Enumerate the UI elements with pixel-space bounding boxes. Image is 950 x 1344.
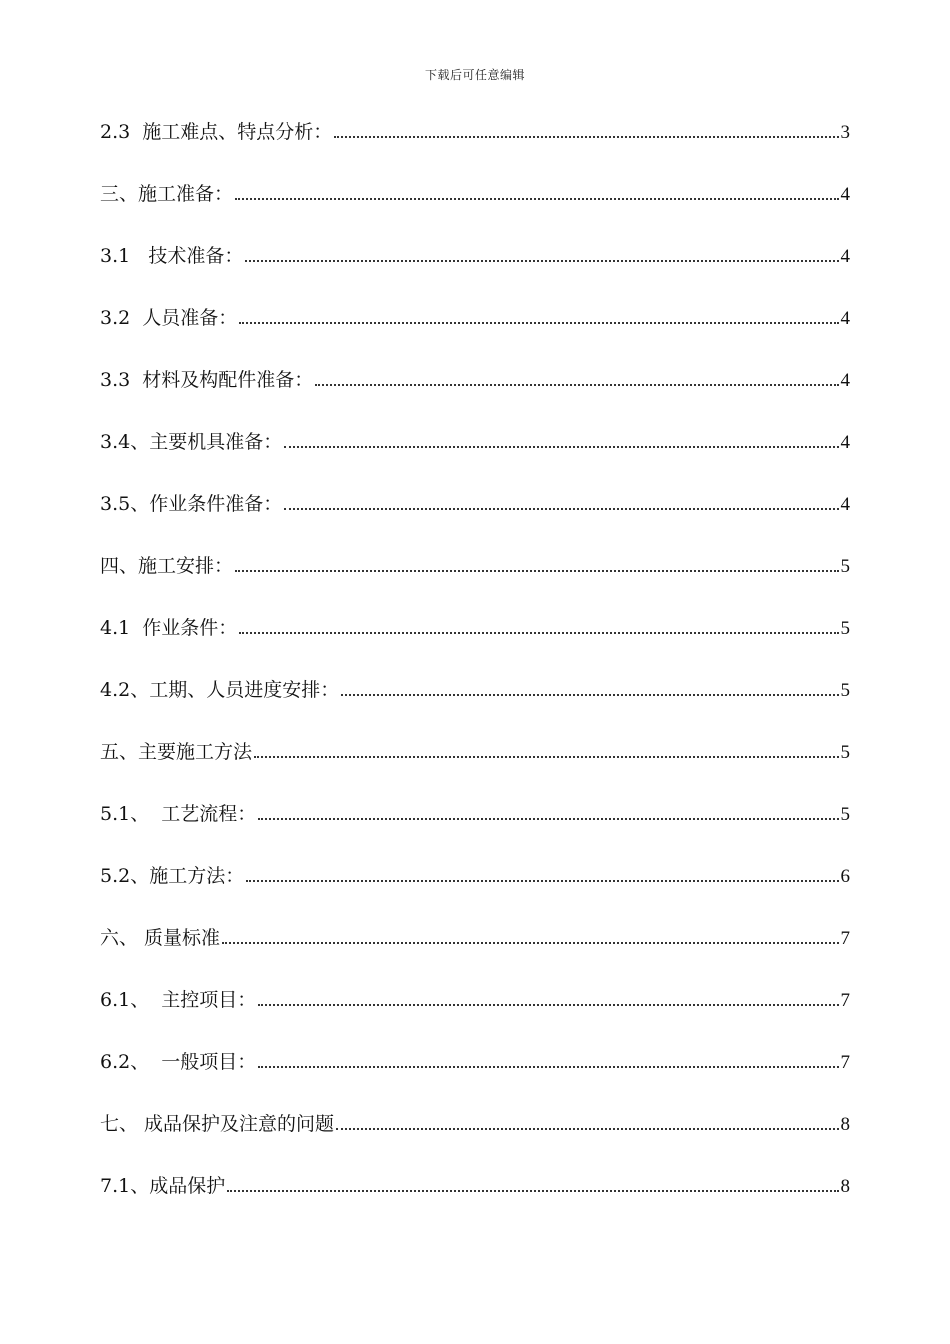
toc-dot-leader	[315, 384, 838, 386]
toc-entry-label: 4.1 作业条件：	[100, 617, 238, 639]
toc-dot-leader	[245, 260, 838, 262]
toc-dot-leader	[227, 1190, 838, 1192]
toc-entry-page: 4	[840, 308, 850, 329]
toc-dot-leader	[334, 136, 838, 138]
toc-entry-page: 6	[840, 866, 850, 887]
toc-entry[interactable]	[100, 364, 850, 426]
toc-entry-label: 2.3 施工难点、特点分析：	[100, 121, 333, 143]
toc-entry-page: 7	[840, 1052, 850, 1073]
toc-entry-page: 5	[840, 742, 850, 763]
toc-entry-label: 3.3 材料及构配件准备：	[100, 369, 314, 391]
toc-dot-leader	[239, 632, 838, 634]
toc-entry-label: 6.2、 一般项目：	[100, 1051, 257, 1073]
toc-entry-label: 4.2、工期、人员进度安排：	[100, 679, 340, 701]
toc-entry[interactable]	[100, 302, 850, 364]
toc-entry[interactable]	[100, 488, 850, 550]
toc-entry-label: 七、 成品保护及注意的问题	[100, 1113, 335, 1135]
toc-entry[interactable]	[100, 984, 850, 1046]
toc-dot-leader	[222, 942, 838, 944]
toc-entry-page: 8	[840, 1114, 850, 1135]
toc-entry-label: 5.2、施工方法：	[100, 865, 245, 887]
toc-entry-label: 3.5、作业条件准备：	[100, 493, 283, 515]
toc-entry-page: 4	[840, 494, 850, 515]
toc-dot-leader	[336, 1128, 838, 1130]
toc-entry[interactable]	[100, 922, 850, 984]
toc-entry-label: 六、 质量标准	[100, 927, 221, 949]
toc-entry-page: 7	[840, 990, 850, 1011]
toc-dot-leader	[254, 756, 838, 758]
page-header: 下载后可任意编辑	[424, 68, 525, 82]
toc-dot-leader	[239, 322, 838, 324]
toc-dot-leader	[246, 880, 838, 882]
toc-entry-label: 6.1、 主控项目：	[100, 989, 257, 1011]
toc-entry-label: 3.4、主要机具准备：	[100, 431, 283, 453]
toc-entry[interactable]	[100, 736, 850, 798]
toc-entry-label: 三、施工准备：	[100, 183, 234, 205]
toc-entry[interactable]	[100, 1046, 850, 1108]
toc-dot-leader	[235, 198, 838, 200]
toc-dot-leader	[258, 818, 838, 820]
toc-entry-page: 3	[840, 122, 850, 143]
toc-entry[interactable]	[100, 1108, 850, 1170]
toc-entry-page: 5	[840, 680, 850, 701]
toc-entry-page: 4	[840, 370, 850, 391]
toc-entry[interactable]	[100, 116, 850, 178]
toc-entry[interactable]	[100, 426, 850, 488]
toc-entry[interactable]	[100, 1170, 850, 1232]
toc-entry[interactable]	[100, 550, 850, 612]
toc-entry-label: 5.1、 工艺流程：	[100, 803, 257, 825]
toc-dot-leader	[284, 446, 838, 448]
toc-entry-page: 4	[840, 246, 850, 267]
toc-dot-leader	[258, 1066, 838, 1068]
table-of-contents	[100, 116, 850, 1232]
toc-entry-label: 3.1 技术准备：	[100, 245, 244, 267]
toc-entry-page: 5	[840, 618, 850, 639]
toc-entry-page: 5	[840, 804, 850, 825]
toc-dot-leader	[341, 694, 838, 696]
toc-entry[interactable]	[100, 612, 850, 674]
toc-entry[interactable]	[100, 798, 850, 860]
toc-dot-leader	[284, 508, 838, 510]
toc-entry-page: 4	[840, 432, 850, 453]
toc-entry[interactable]	[100, 240, 850, 302]
toc-entry[interactable]	[100, 178, 850, 240]
toc-dot-leader	[235, 570, 838, 572]
toc-dot-leader	[258, 1004, 838, 1006]
toc-entry-label: 3.2 人员准备：	[100, 307, 238, 329]
toc-entry-page: 8	[840, 1176, 850, 1197]
toc-entry-label: 五、主要施工方法	[100, 741, 253, 763]
toc-entry-page: 7	[840, 928, 850, 949]
toc-entry-label: 四、施工安排：	[100, 555, 234, 577]
toc-entry-page: 5	[840, 556, 850, 577]
toc-entry[interactable]	[100, 860, 850, 922]
toc-entry-page: 4	[840, 184, 850, 205]
toc-entry[interactable]	[100, 674, 850, 736]
toc-entry-label: 7.1、成品保护	[100, 1175, 226, 1197]
